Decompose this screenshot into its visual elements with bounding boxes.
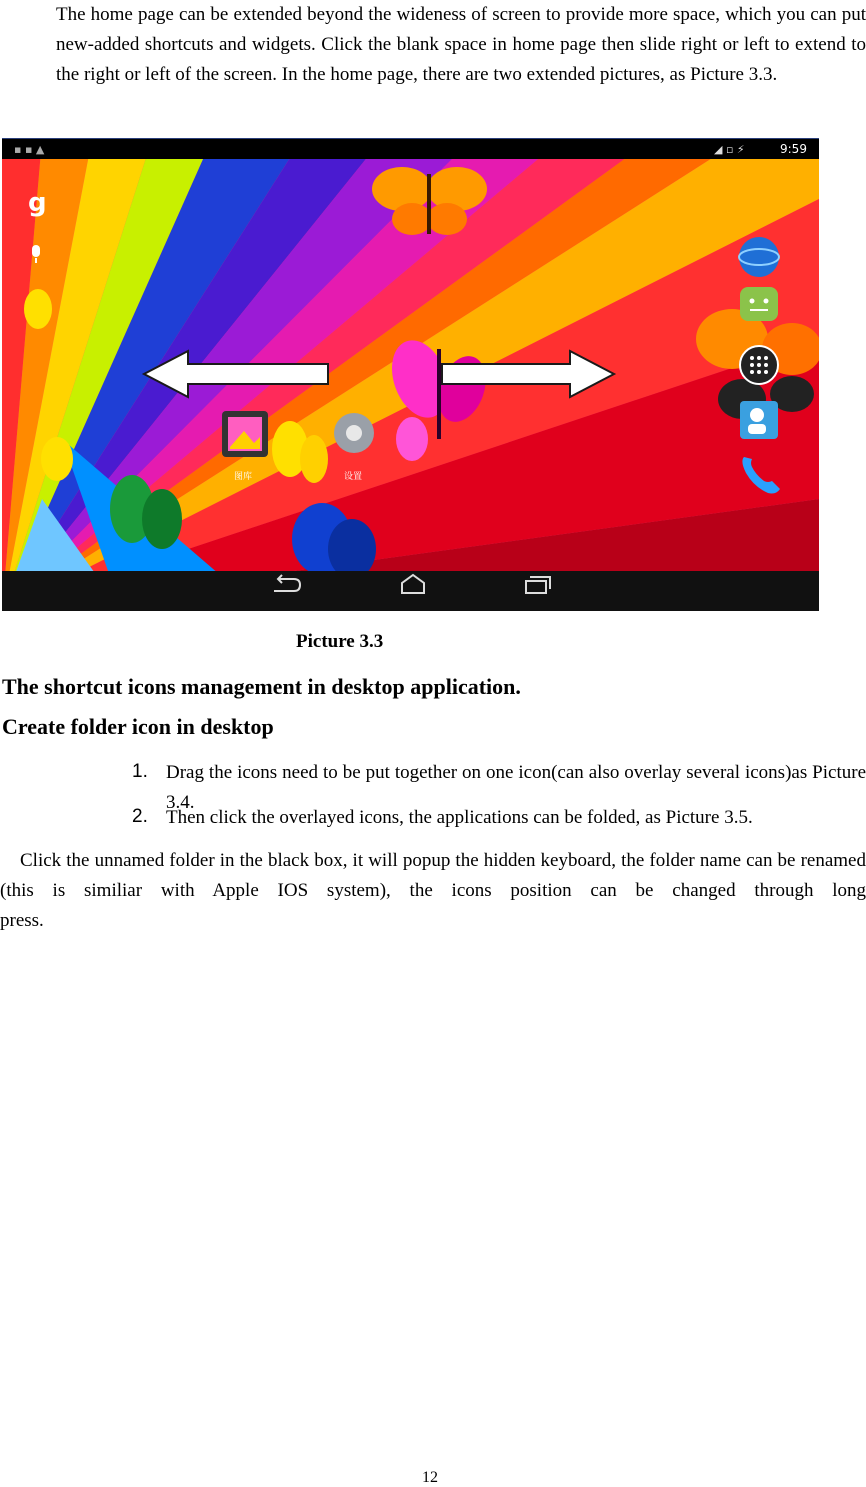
list-number: 2. <box>132 806 148 827</box>
body-paragraph: Click the unnamed folder in the black box, it will popup the hidden keyboard, the folder name can be renamed (this is similiar with Apple IOS system), the icons position can be changed through long <box>0 850 866 901</box>
section-heading: The shortcut icons management in desktop application. <box>2 674 521 699</box>
status-time: 9:59 <box>780 142 807 156</box>
subsection-heading: Create folder icon in desktop <box>2 714 274 739</box>
page-number: 12 <box>422 1469 438 1486</box>
svg-text:▪ ▪ ▲: ▪ ▪ ▲ <box>14 143 45 156</box>
google-search-icon: g <box>28 188 47 218</box>
intro-paragraph: The home page can be extended beyond the wideness of screen to provide more space, which you can put new-added shortcuts and widgets. Click the blank space in home page then slide right or left to extend to the right or left of the screen. In the home page, there are two extended pictures, as Picture 3.3. <box>56 4 866 85</box>
browser-globe-icon <box>739 237 779 277</box>
home-screen-screenshot <box>2 138 819 611</box>
android-market-icon <box>740 287 778 321</box>
svg-text:◢ ▫ ⚡: ◢ ▫ ⚡ <box>714 143 745 156</box>
list-item: Then click the overlayed icons, the applications can be folded, as Picture 3.5. <box>166 807 753 828</box>
contacts-icon <box>740 401 778 439</box>
list-number: 1. <box>132 761 148 782</box>
body-paragraph-end: press. <box>0 910 44 931</box>
figure-caption: Picture 3.3 <box>296 631 384 652</box>
list-item: Drag the icons need to be put together on one icon(can also overlay several icons)as Picture 3.4. <box>166 762 866 813</box>
app-drawer-icon <box>740 346 778 384</box>
svg-text:设置: 设置 <box>344 472 363 482</box>
svg-text:图库: 图库 <box>234 472 253 482</box>
